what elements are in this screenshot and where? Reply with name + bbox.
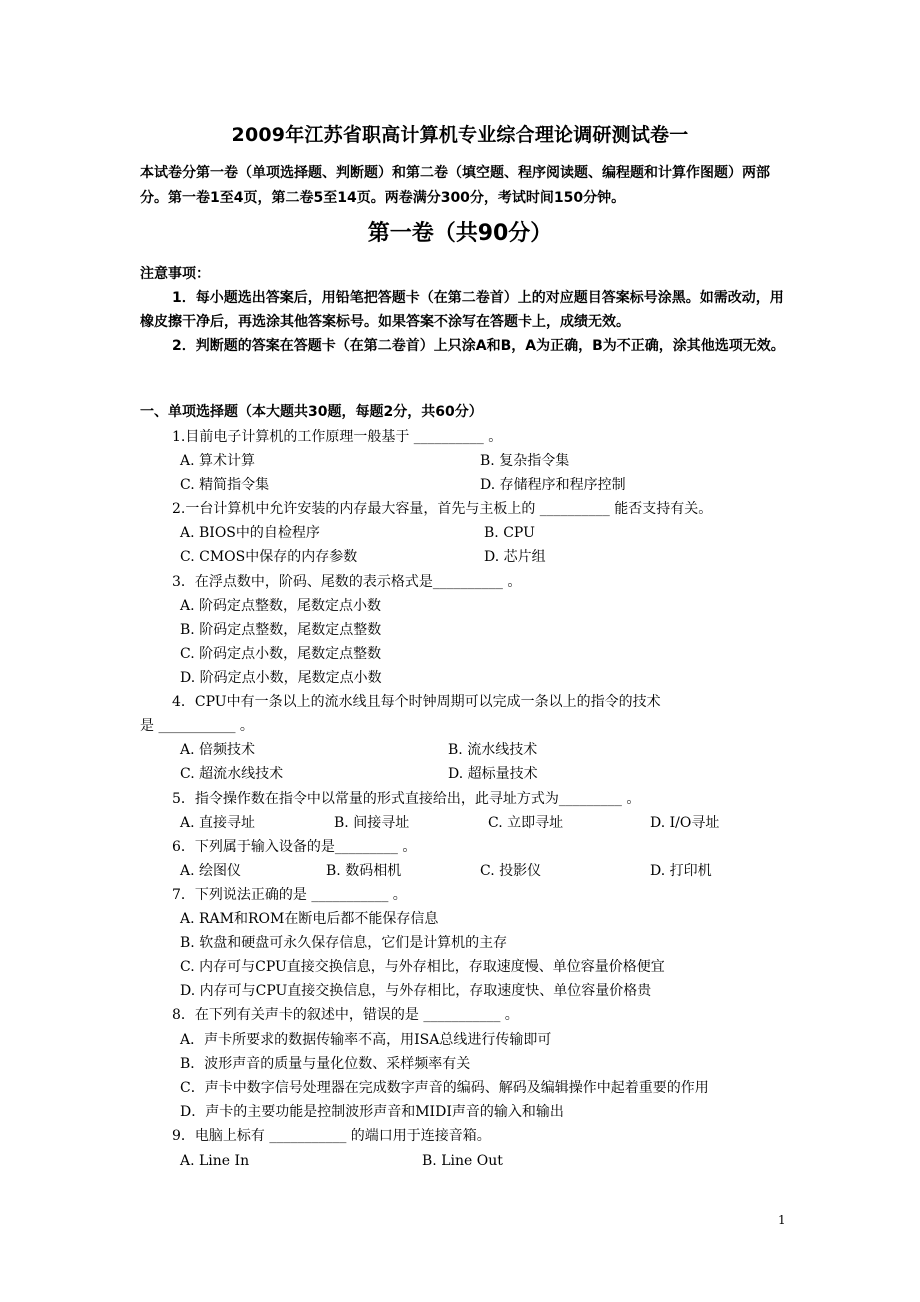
- exam-title: 2009年江苏省职高计算机专业综合理论调研测试卷一: [231, 124, 689, 146]
- q3-option-b: B. 阶码定点整数，尾数定点整数: [180, 622, 382, 638]
- exam-intro: 本试卷分第一卷（单项选择题、判断题）和第二卷（填空题、程序阅读题、编程题和计算作图题）两部分。第一卷1至4页，第二卷5至14页。两卷满分300分，考试时间150分钟。: [140, 165, 770, 206]
- q6-option-b: B. 数码相机: [326, 863, 402, 879]
- q5-option-d: D. I/O寻址: [650, 815, 720, 831]
- q5-option-a: A. 直接寻址: [180, 815, 256, 831]
- q4-option-c: C. 超流水线技术: [180, 766, 284, 782]
- q8-option-b: B．波形声音的质量与量化位数、采样频率有关: [180, 1056, 471, 1072]
- q2-option-b: B. CPU: [484, 525, 535, 541]
- question-4-line-2: 是 ___________ 。: [140, 718, 254, 734]
- q4-option-a: A. 倍频技术: [180, 742, 256, 758]
- q8-option-a: A．声卡所要求的数据传输率不高，用ISA总线进行传输即可: [180, 1032, 552, 1048]
- q6-option-a: A. 绘图仪: [180, 863, 242, 879]
- question-6: 6．下列属于输入设备的是_________ 。: [172, 839, 417, 855]
- q9-option-a: A. Line In: [180, 1153, 250, 1169]
- q7-option-d: D. 内存可与CPU直接交换信息，与外存相比，存取速度快、单位容量价格贵: [180, 983, 652, 999]
- question-3: 3．在浮点数中，阶码、尾数的表示格式是__________ 。: [172, 574, 522, 590]
- q2-option-d: D. 芯片组: [484, 549, 546, 565]
- notice-item-1: 1．每小题选出答案后，用铅笔把答题卡（在第二卷首）上的对应题目答案标号涂黑。如需改动，用橡皮擦干净后，再选涂其他答案标号。如果答案不涂写在答题卡上，成绩无效。: [140, 290, 784, 330]
- q3-option-a: A. 阶码定点整数，尾数定点小数: [180, 598, 382, 614]
- q5-option-c: C. 立即寻址: [488, 815, 564, 831]
- page-number: 1: [778, 1213, 786, 1227]
- part1-heading: 一、单项选择题（本大题共30题，每题2分，共60分）: [140, 404, 483, 420]
- q8-option-c: C．声卡中数字信号处理器在完成数字声音的编码、解码及编辑操作中起着重要的作用: [180, 1080, 709, 1096]
- q1-option-a: A. 算术计算: [180, 453, 256, 469]
- q1-option-b: B. 复杂指令集: [480, 453, 570, 469]
- q4-option-b: B. 流水线技术: [448, 742, 538, 758]
- q2-option-a: A. BIOS中的自检程序: [180, 525, 320, 541]
- q4-option-d: D. 超标量技术: [448, 766, 538, 782]
- q1-option-d: D. 存储程序和程序控制: [480, 477, 626, 493]
- question-9: 9．电脑上标有 ___________ 的端口用于连接音箱。: [172, 1128, 491, 1144]
- q6-option-d: D. 打印机: [650, 863, 712, 879]
- q7-option-a: A. RAM和ROM在断电后都不能保存信息: [180, 911, 439, 927]
- q3-option-d: D. 阶码定点小数，尾数定点小数: [180, 670, 382, 686]
- q7-option-c: C. 内存可与CPU直接交换信息，与外存相比，存取速度慢、单位容量价格便宜: [180, 959, 665, 975]
- q2-option-c: C. CMOS中保存的内存参数: [180, 549, 358, 565]
- question-8: 8．在下列有关声卡的叙述中，错误的是 ___________ 。: [172, 1007, 519, 1023]
- question-5: 5．指令操作数在指令中以常量的形式直接给出，此寻址方式为_________ 。: [172, 791, 641, 807]
- q6-option-c: C. 投影仪: [480, 863, 542, 879]
- notice-heading: 注意事项：: [140, 266, 210, 282]
- q7-option-b: B. 软盘和硬盘可永久保存信息，它们是计算机的主存: [180, 935, 508, 951]
- question-4-line-1: 4．CPU中有一条以上的流水线且每个时钟周期可以完成一条以上的指令的技术: [172, 694, 661, 710]
- q9-option-b: B. Line Out: [422, 1153, 503, 1169]
- q1-option-c: C. 精简指令集: [180, 477, 270, 493]
- question-1: 1.目前电子计算机的工作原理一般基于 __________ 。: [172, 429, 503, 445]
- notice-item-2: 2．判断题的答案在答题卡（在第二卷首）上只涂A和B，A为正确，B为不正确，涂其他选项无效。: [172, 338, 785, 354]
- section-title: 第一卷（共90分）: [367, 221, 553, 246]
- q3-option-c: C. 阶码定点小数，尾数定点整数: [180, 646, 382, 662]
- question-2: 2.一台计算机中允许安装的内存最大容量，首先与主板上的 __________ 能否支持有关。: [172, 501, 713, 517]
- question-7: 7．下列说法正确的是 ___________ 。: [172, 887, 407, 903]
- q8-option-d: D．声卡的主要功能是控制波形声音和MIDI声音的输入和输出: [180, 1104, 564, 1120]
- q5-option-b: B. 间接寻址: [334, 815, 410, 831]
- notice-block: [140, 262, 790, 358]
